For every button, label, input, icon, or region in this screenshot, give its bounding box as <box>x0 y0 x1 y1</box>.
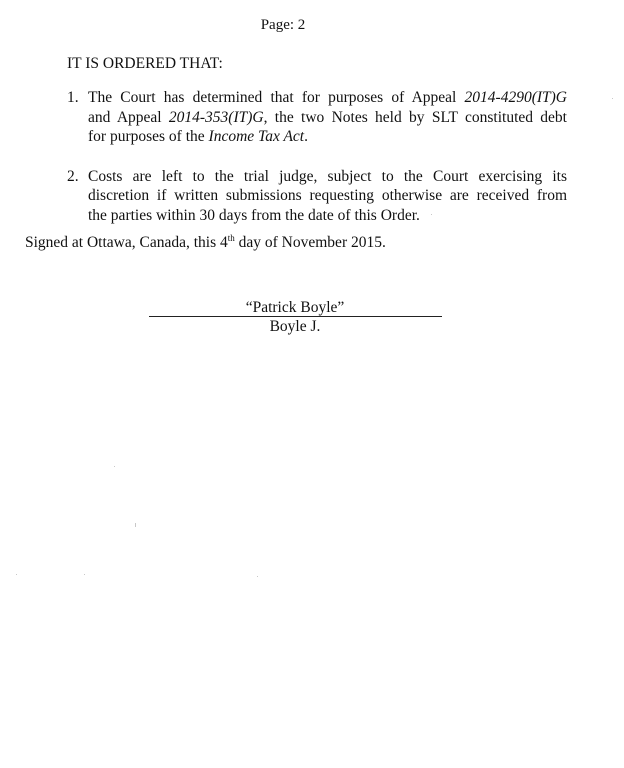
scan-speck <box>16 574 17 575</box>
order-text: and Appeal <box>88 108 169 126</box>
signed-text: Signed at Ottawa, Canada, this 4 <box>25 234 228 251</box>
order-text: for purposes of the <box>88 128 209 145</box>
scan-speck <box>84 574 85 575</box>
ordered-heading: IT IS ORDERED THAT: <box>67 55 223 72</box>
order-text-line <box>88 167 567 187</box>
order-text: . <box>304 128 308 145</box>
scan-speck <box>114 466 115 467</box>
order-text: Costs are left to the trial judge, subject to the Court exercising its <box>88 167 567 185</box>
order-text-line <box>88 206 567 226</box>
order-text-line <box>88 88 567 108</box>
order-number: 2. <box>67 167 79 185</box>
scan-speck <box>612 98 613 99</box>
order-item <box>60 167 567 226</box>
order-number: 1. <box>67 89 79 106</box>
scan-speck <box>257 576 258 577</box>
judge-name: Boyle J. <box>269 318 321 335</box>
order-text: The Court has determined that for purposes of Appeal <box>88 89 465 106</box>
orders-list <box>60 88 567 245</box>
signature-name-quoted: “Patrick Boyle” <box>245 299 345 316</box>
order-item <box>60 88 567 147</box>
order-text: the parties within 30 days from the date of this Order. <box>88 206 420 224</box>
scan-speck <box>135 523 136 527</box>
order-text-line <box>88 127 567 147</box>
day-ordinal-suffix: th <box>227 233 235 243</box>
signature-line <box>149 316 442 317</box>
signed-line <box>25 233 386 252</box>
italic-reference: Income Tax Act <box>208 128 305 145</box>
signed-date-text: day of November 2015. <box>234 234 386 251</box>
order-text-line <box>88 186 567 206</box>
scan-speck <box>431 214 432 215</box>
order-text: discretion if written submissions requesting otherwise are received from <box>88 187 567 204</box>
italic-reference: 2014-4290(IT)G <box>464 89 567 106</box>
order-text-line <box>88 108 567 128</box>
italic-reference: 2014-353(IT)G <box>168 108 264 126</box>
page-number: Page: 2 <box>260 17 306 33</box>
order-text: , the two Notes held by SLT constituted debt <box>263 108 567 126</box>
